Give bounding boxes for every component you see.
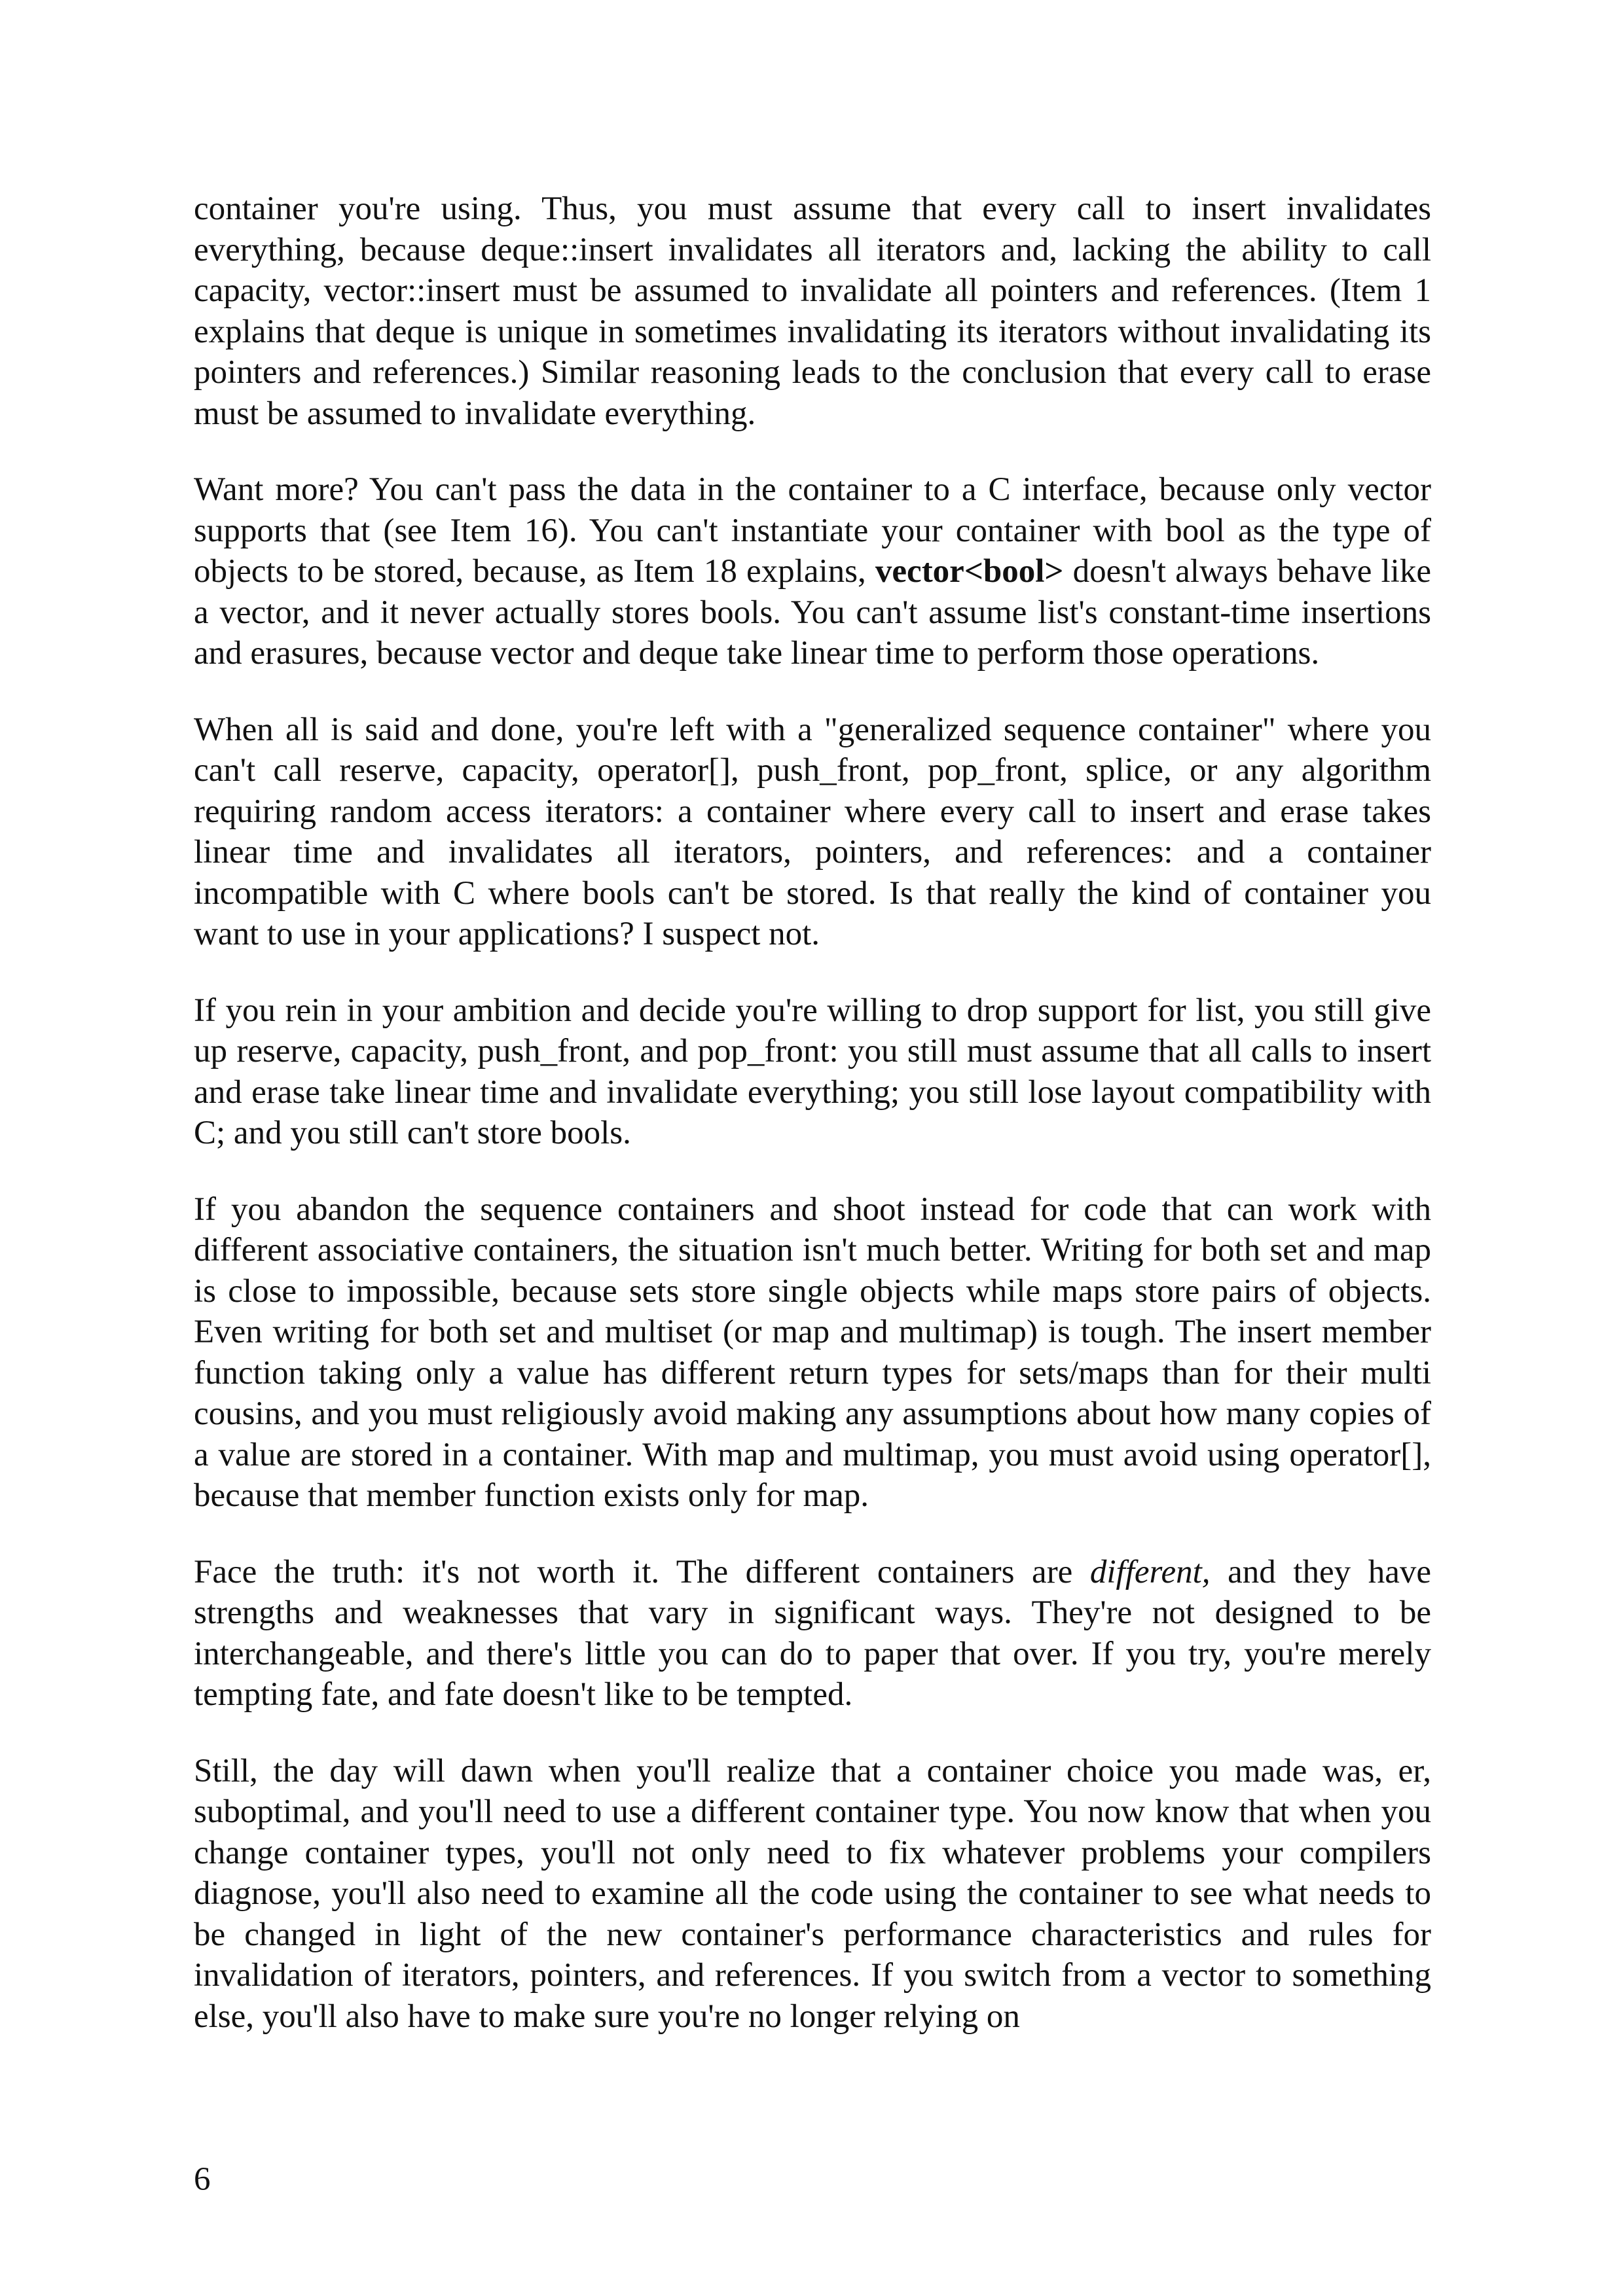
paragraph-2-text-a: Want more? You can't pass the data in the container to a C interface, because only vector supports that (see Item 16). You can't instantiate your container with bool as the type of objects to be stored, because, as Item 18 explains, <box>194 471 1431 590</box>
paragraph-5-text: If you abandon the sequence containers and shoot instead for code that can work with different associative containers, the situation isn't much better. Writing for both set and map is close to impossible, because sets store single objects while maps store pairs of objects. Even writing for both set and multiset (or map and multimap) is tough. The insert member function taking only a value has different return types for sets/maps than for their multi cousins, and you must religiously avoid making any assumptions about how many copies of a value are stored in a container. With map and multimap, you must avoid using operator[], because that member function exists only for map. <box>194 1191 1431 1514</box>
paragraph-3-text: When all is said and done, you're left with a "generalized sequence container" where you can't call reserve, capacity, operator[], push_front, pop_front, splice, or any algorithm requiring random access iterators: a container where every call to insert and erase takes linear time and invalidates all iterators, pointers, and references: and a container incompatible with C where bools can't be stored. Is that really the kind of container you want to use in your applications? I suspect not. <box>194 711 1431 952</box>
body-text <box>194 188 1431 2072</box>
paragraph-2 <box>194 469 1431 674</box>
paragraph-6-text-a: Face the truth: it's not worth it. The different containers are <box>194 1553 1090 1590</box>
paragraph-6 <box>194 1552 1431 1715</box>
paragraph-4-text: If you rein in your ambition and decide you're willing to drop support for list, you still give up reserve, capacity, push_front, and pop_front: you still must assume that all calls to insert and erase take linear time and invalidate everything; you still lose layout compatibility with C; and you still can't store bools. <box>194 992 1431 1151</box>
paragraph-2-text-b: doesn't always behave like a vector, and it never actually stores bools. You can't assume list's constant-time insertions and erasures, because vector and deque take linear time to perform those operations. <box>194 553 1431 672</box>
page-number: 6 <box>194 2161 211 2198</box>
paragraph-4 <box>194 990 1431 1154</box>
paragraph-3 <box>194 709 1431 955</box>
paragraph-6-italic-word: different, <box>1089 1553 1211 1590</box>
paragraph-1 <box>194 188 1431 434</box>
paragraph-6-text-b: and they have strengths and weaknesses that vary in significant ways. They're not designed to be interchangeable, and there's little you can do to paper that over. If you try, you're merely tempting fate, and fate doesn't like to be tempted. <box>194 1553 1431 1713</box>
paragraph-1-text: container you're using. Thus, you must assume that every call to insert invalidates everything, because deque::insert invalidates all iterators and, lacking the ability to call capacity, vector::insert must be assumed to invalidate all pointers and references. (Item 1 explains that deque is unique in sometimes invalidating its iterators without invalidating its pointers and references.) Similar reasoning leads to the conclusion that every call to erase must be assumed to invalidate everything. <box>194 190 1431 432</box>
paragraph-5 <box>194 1189 1431 1516</box>
paragraph-7 <box>194 1751 1431 2037</box>
paragraph-7-text: Still, the day will dawn when you'll realize that a container choice you made was, er, suboptimal, and you'll need to use a different container type. You now know that when you change container types, you'll not only need to fix whatever problems your compilers diagnose, you'll also need to examine all the code using the container to see what needs to be changed in light of the new container's performance characteristics and rules for invalidation of iterators, pointers, and references. If you switch from a vector to something else, you'll also have to make sure you're no longer relying on <box>194 1752 1431 2035</box>
paragraph-2-bold-code: vector<bool> <box>875 553 1064 590</box>
